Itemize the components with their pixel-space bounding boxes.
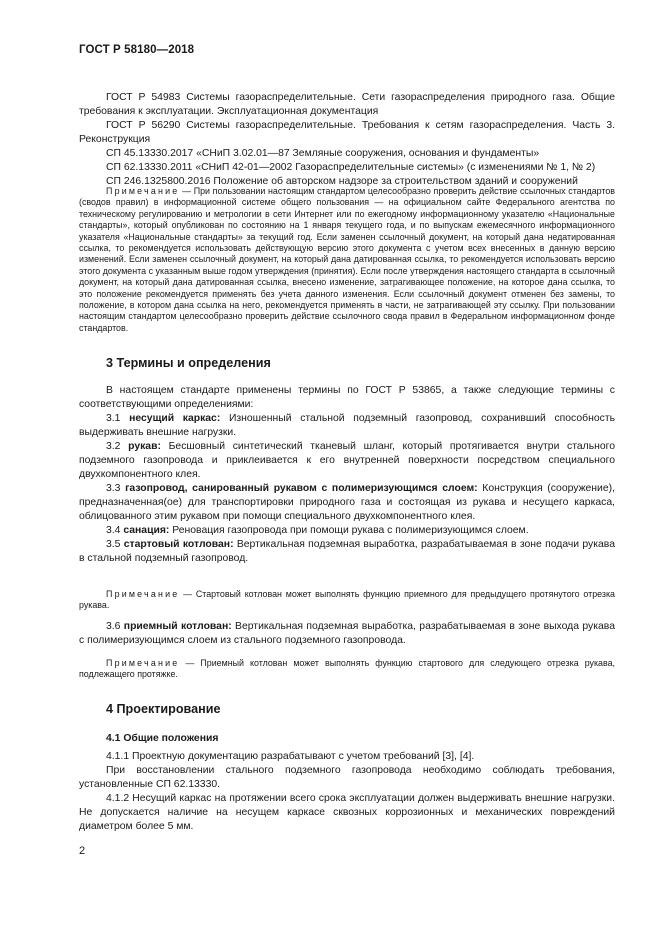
note-text: Приемный котлован может выполнять функцию стартового для следующего отрезка рукава, подлежащего протяжке. [79,658,615,680]
document-header: ГОСТ Р 58180—2018 [79,44,195,56]
term-3-3: 3.3 газопровод, санированный рукавом с полимеризующимся слоем: Конструкция (сооружение), предназначенная(ое) для транспортировки природного газа и состоящая из рукава и несущего каркаса, облицованного этим рукавом при помощи специального двухкомпонентного клея. [79,483,615,522]
term-name: санация: [123,525,170,536]
term-name: газопровод, санированный рукавом с полимеризующимся слоем: [125,483,478,494]
term-name: несущий каркас: [129,413,221,424]
note-references: Примечание — При пользовании настоящим стандартом целесообразно проверить действие ссылочных стандартов (сводов правил) в информационной системе общего пользования — на официальном сайте Федерального агентства по техническому регулированию и метрологии в сети Интернет или по ежегодному информационному указателю «Национальные стандарты», который опубликован по состоянию на 1 января текущего года, и по выпускам ежемесячного информационного указателя «Национальные стандарты» за текущий год. Если заменен ссылочный документ, на который дана недатированная ссылка, то рекомендуется использовать действующую версию этого документа с учетом всех внесенных в данную версию изменений. Если заменен ссылочный документ, на который дана датированная ссылка, то рекомендуется использовать версию этого документа с указанным выше годом утверждения (принятия). Если после утверждения настоящего стандарта в ссылочный документ, на который дана датированная ссылка, внесено изменение, затрагивающее положение, на которое дана ссылка, то это положение рекомендуется применять без учета данного изменения. Если ссылочный документ отменен без замены, то положение, в котором дана ссылка на него, рекомендуется применять в части, не затрагивающей эту ссылку. При пользовании настоящим стандартом целесообразно проверить действие ссылочного свода правил в Федеральном информационном фонде стандартов. [79,186,615,333]
note-label: Примечание [106,589,180,599]
reference-item: СП 62.13330.2011 «СНиП 42-01—2002 Газораспределительные системы» (с изменениями № 1, № 2) [106,162,596,173]
paragraph-4-1-1: 4.1.1 Проектную документацию разрабатывают с учетом требований [3], [4]. [106,751,475,762]
subsection-4-1-title: 4.1 Общие положения [106,733,219,744]
term-3-5: 3.5 стартовый котлован: Вертикальная подземная выработка, разрабатываемая в зоне подачи рукава в стальной подземный газопровод. [79,539,615,564]
section-3-intro: В настоящем стандарте применены термины по ГОСТ Р 53865, а также следующие термины с соответствующими определениями: [79,385,615,410]
term-3-2: 3.2 рукав: Бесшовный синтетический тканевый шланг, который протягивается внутри стального подземного газопровода и приклеивается к его внутренней поверхности посредством специального двухкомпонентного клея. [79,441,615,480]
section-4-title: 4 Проектирование [106,702,221,716]
term-name: рукав: [128,441,161,452]
reference-item: СП 45.13330.2017 «СНиП 3.02.01—87 Земляные сооружения, основания и фундаменты» [106,148,540,159]
section-3-title: 3 Термины и определения [106,356,271,370]
reference-item: СП 246.1325800.2016 Положение об авторском надзоре за строительством зданий и сооружений [106,176,578,187]
term-3-1: 3.1 несущий каркас: Изношенный стальной подземный газопровод, сохранивший способность выдерживать внешние нагрузки. [79,413,615,438]
reference-item: ГОСТ Р 54983 Системы газораспределительные. Сети газораспределения природного газа. Общие требования к эксплуатации. Эксплуатационная документация [79,92,615,117]
note-label: Примечание [106,186,180,196]
note-label: Примечание [106,658,180,668]
term-name: приемный котлован: [123,621,232,632]
term-name: стартовый котлован: [123,539,234,550]
term-3-6-block [79,620,615,648]
paragraph-4-1-2: 4.1.2 Несущий каркас на протяжении всего срока эксплуатации должен выдерживать внешние нагрузки. Не допускается наличие на несущем каркасе сквозных коррозионных и механических повреждений диаметром более 5 мм. [79,793,615,832]
section-3-body [79,384,615,566]
normative-references [79,91,615,189]
reference-item: ГОСТ Р 56290 Системы газораспределительные. Требования к сетям газораспределения. Часть 3. Реконструкция [79,120,615,145]
term-3-6: 3.6 приемный котлован: Вертикальная подземная выработка, разрабатываемая в зоне выхода рукава с полимеризующимся слоем из стального подземного газопровода. [79,621,615,646]
section-4-body [79,732,615,834]
term-3-4: 3.4 санация: Реновация газопровода при помощи рукава с полимеризующимся слоем. [106,525,529,536]
note-text: Стартовый котлован может выполнять функцию приемного для предыдущего протянутого отрезка рукава. [79,589,615,611]
note-receiving-pit: Примечание — Приемный котлован может выполнять функцию стартового для следующего отрезка рукава, подлежащего протяжке. [79,658,615,680]
paragraph-4-1-1-cont: При восстановлении стального подземного газопровода необходимо соблюдать требования, установленные СП 62.13330. [79,765,615,790]
note-starting-pit: Примечание — Стартовый котлован может выполнять функцию приемного для предыдущего протянутого отрезка рукава. [79,589,615,611]
page-number: 2 [79,845,86,857]
note-text: При пользовании настоящим стандартом целесообразно проверить действие ссылочных стандартов (сводов правил) в информационной системе общего пользования — на официальном сайте Федерального агентства по техническому регулированию и метрологии в сети Интернет или по ежегодному информационному указателю «Национальные стандарты», который опубликован по состоянию на 1 января текущего года, и по выпускам ежемесячного информационного указателя «Национальные стандарты» за текущий год. Если заменен ссылочный документ, на который дана недатированная ссылка, то рекомендуется использовать действующую версию этого документа с учетом всех внесенных в данную версию изменений. Если заменен ссылочный документ, на который дана датированная ссылка, то рекомендуется использовать версию этого документа с указанным выше годом утверждения (принятия). Если после утверждения настоящего стандарта в ссылочный документ, на который дана датированная ссылка, внесено изменение, затрагивающее положение, на которое дана ссылка, то это положение рекомендуется применять без учета данного изменения. Если ссылочный документ отменен без замены, то положение, в котором дана ссылка на него, рекомендуется применять в части, не затрагивающей эту ссылку. При пользовании настоящим стандартом целесообразно проверить действие ссылочного свода правил в Федеральном информационном фонде стандартов. [79,186,615,333]
